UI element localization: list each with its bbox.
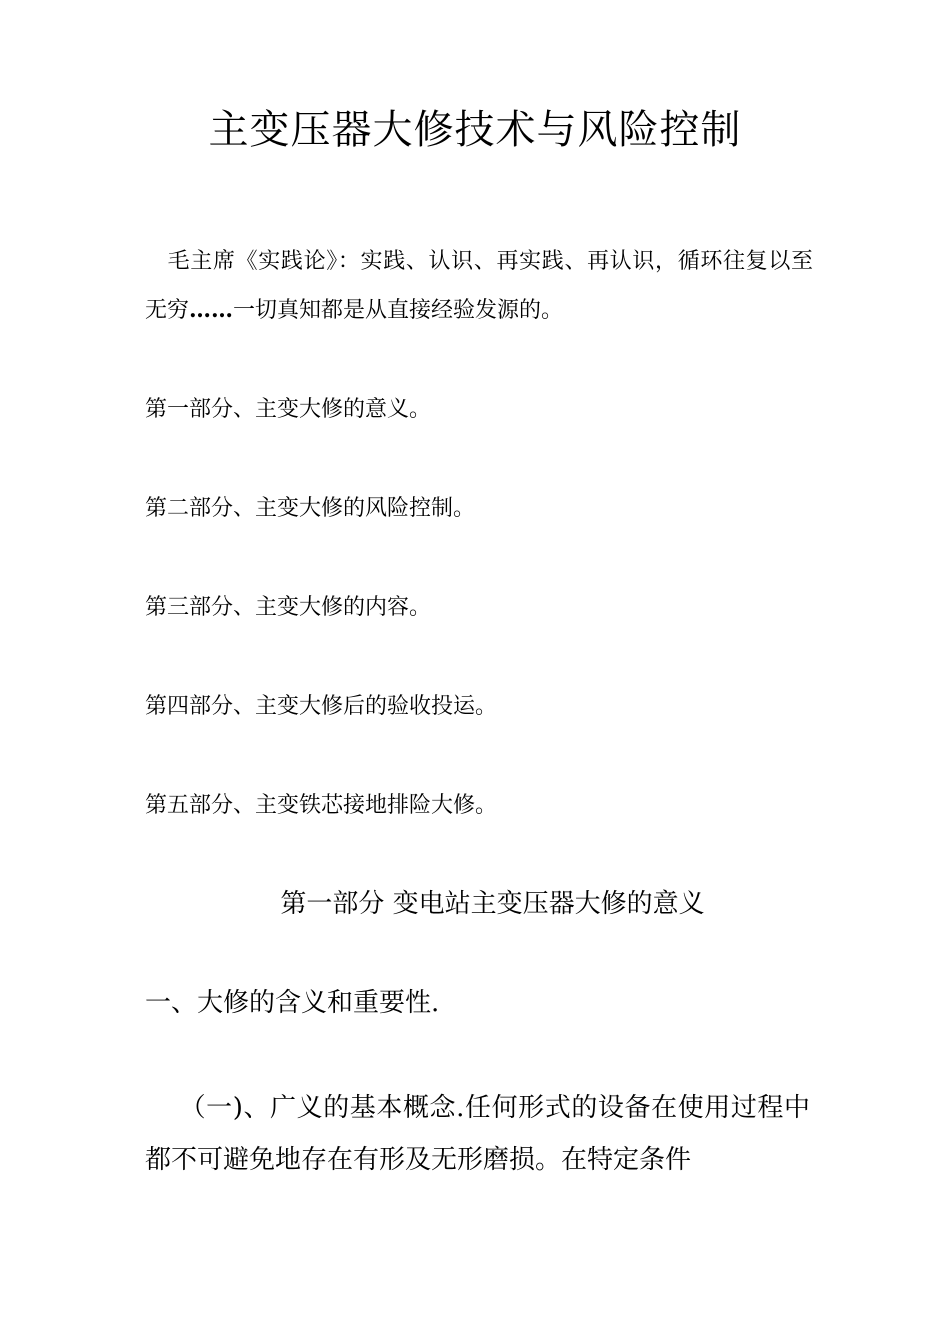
toc-item-part-5: 第五部分、主变铁芯接地排险大修。 bbox=[145, 793, 498, 818]
document-title: 主变压器大修技术与风险控制 bbox=[208, 107, 742, 153]
toc-item-part-2: 第二部分、主变大修的风险控制。 bbox=[145, 496, 476, 521]
quote-ellipsis: …… bbox=[189, 297, 234, 323]
quote-text-after: 一切真知都是从直接经验发源的。 bbox=[233, 298, 564, 323]
toc-item-part-3: 第三部分、主变大修的内容。 bbox=[145, 595, 432, 620]
subheading: 一、大修的含义和重要性. bbox=[145, 988, 440, 1018]
quote-paragraph bbox=[145, 238, 813, 335]
quote-text-before: 毛主席《实践论》：实践、认识、再实践、再认识，循环往复以至无穷 bbox=[145, 249, 813, 323]
body-paragraph bbox=[145, 1082, 810, 1186]
section-heading: 第一部分 变电站主变压器大修的意义 bbox=[280, 889, 705, 919]
toc-item-part-1: 第一部分、主变大修的意义。 bbox=[145, 397, 432, 422]
body-paragraph-text: （一)、广义的基本概念.任何形式的设备在使用过程中都不可避免地存在有形及无形磨损。在特定条件 bbox=[145, 1093, 810, 1175]
toc-item-part-4: 第四部分、主变大修后的验收投运。 bbox=[145, 694, 498, 719]
